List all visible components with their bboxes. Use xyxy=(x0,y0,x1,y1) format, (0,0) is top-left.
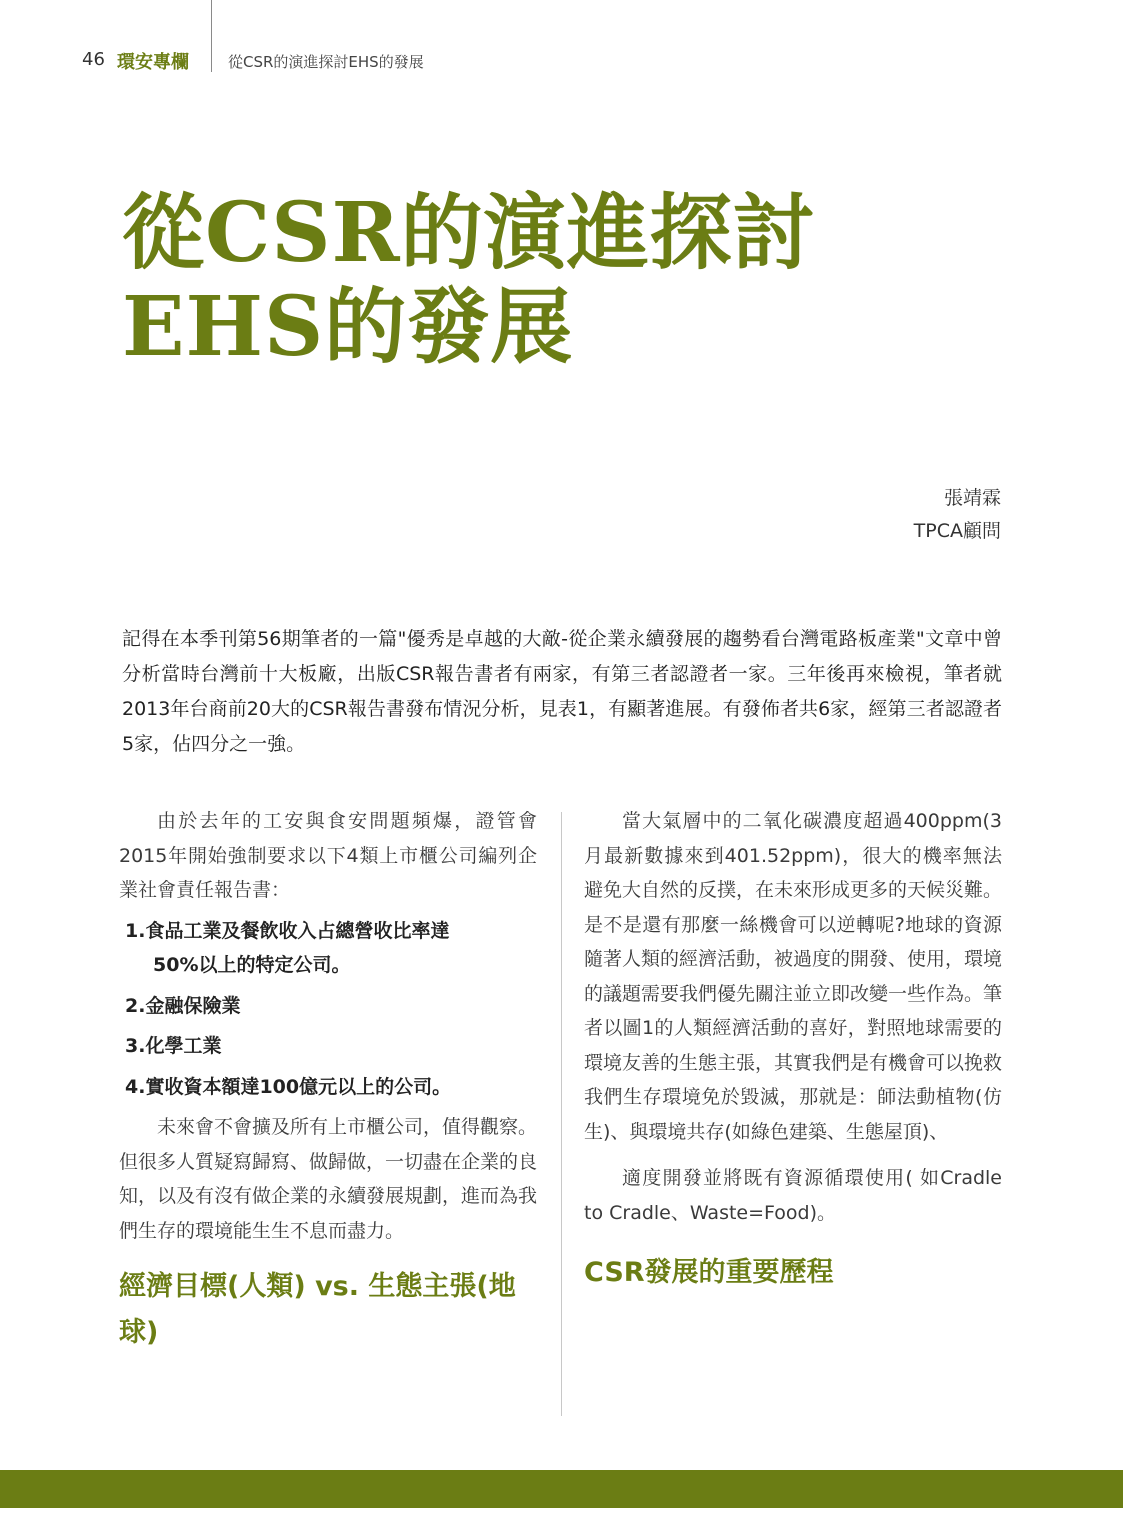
requirement-list xyxy=(119,914,537,1105)
footer-bar xyxy=(0,1470,1123,1508)
left-column xyxy=(119,804,537,1356)
author-block xyxy=(914,482,1001,548)
right-paragraph-1: 當大氣層中的二氧化碳濃度超過400ppm(3月最新數據來到401.52ppm)，很大的機率無法避免大自然的反撲，在未來形成更多的天候災難。是不是還有那麼一絲機會可以逆轉呢?地球的資源隨著人類的經濟活動，被過度的開發、使用，環境的議題需要我們優先關注並立即改變一些作為。筆者以圖1的人類經濟活動的喜好，對照地球需要的環境友善的生態主張，其實我們是有機會可以挽救我們生存環境免於毀滅，那就是：師法動植物(仿生)、與環境共存(如綠色建築、生態屋頂)、 xyxy=(584,810,1003,1143)
article-title xyxy=(122,186,816,374)
author-affiliation: TPCA顧問 xyxy=(913,520,1001,542)
title-line-1: 從CSR的演進探討 xyxy=(122,185,816,281)
running-title: 從CSR的演進探討EHS的發展 xyxy=(228,53,424,71)
list-item-text: 1.食品工業及餐飲收入占總營收比率達 xyxy=(125,919,450,942)
title-line-2: EHS的發展 xyxy=(122,279,574,375)
section-heading-economy: 經濟目標(人類) vs. 生態主張(地球) xyxy=(119,1271,516,1348)
right-column xyxy=(584,804,1002,1296)
left-paragraph-2: 未來會不會擴及所有上市櫃公司，值得觀察。但很多人質疑寫歸寫、做歸做，一切盡在企業的良知，以及有沒有做企業的永續發展規劃，進而為我們生存的環境能生生不息而盡力。 xyxy=(119,1116,538,1242)
list-item: 2.金融保險業 xyxy=(125,994,241,1017)
list-item: 4.實收資本額達100億元以上的公司。 xyxy=(125,1075,452,1098)
section-label: 環安專欄 xyxy=(117,52,189,73)
right-paragraph-2: 適度開發並將既有資源循環使用( 如Cradle to Cradle、Waste=Food)。 xyxy=(584,1167,1002,1224)
list-item-continuation: 50%以上的特定公司。 xyxy=(153,954,351,976)
list-item: 3.化學工業 xyxy=(125,1035,222,1057)
author-name: 張靖霖 xyxy=(943,487,1001,509)
column-divider xyxy=(561,812,562,1416)
page-number: 46 xyxy=(82,49,105,70)
section-heading-csr: CSR發展的重要歷程 xyxy=(584,1257,834,1288)
header-divider xyxy=(211,0,212,72)
list-item xyxy=(119,914,537,983)
left-paragraph-1: 由於去年的工安與食安問題頻爆，證管會2015年開始強制要求以下4類上市櫃公司編列企業社會責任報告書： xyxy=(119,810,537,901)
intro-paragraph: 記得在本季刊第56期筆者的一篇"優秀是卓越的大敵-從企業永續發展的趨勢看台灣電路板產業"文章中曾分析當時台灣前十大板廠，出版CSR報告書者有兩家，有第三者認證者一家。三年後再來檢視，筆者就2013年台商前20大的CSR報告書發布情況分析，見表1，有顯著進展。有發佈者共6家，經第三者認證者5家，佔四分之一強。 xyxy=(122,628,1002,755)
